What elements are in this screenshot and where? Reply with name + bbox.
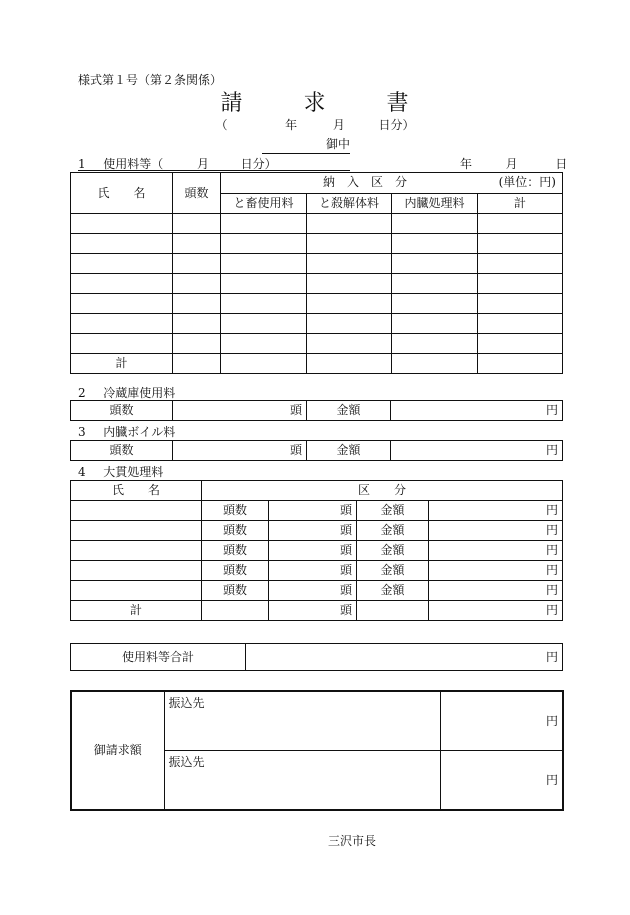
grand-total-label: 使用料等合計 (71, 644, 246, 671)
total-row (71, 354, 563, 374)
col-offal-processing: 内臓処理料 (392, 193, 478, 214)
document-title (0, 86, 630, 117)
col-name-header: 氏 名 (71, 173, 173, 214)
billing-amount-table (70, 690, 564, 811)
table-row (71, 274, 563, 294)
table-row (71, 234, 563, 254)
table-row: 頭数 頭 金額 円 (71, 561, 563, 581)
title-char-3: 書 (386, 91, 410, 116)
amount-label: 金額 (307, 441, 391, 461)
transfer-destination-1[interactable]: 振込先 (164, 691, 440, 751)
table-row: 頭数 頭 金額 円 (71, 501, 563, 521)
addressee[interactable]: 御中 (262, 135, 350, 154)
heads-label: 頭数 (71, 401, 173, 421)
col-dismantling: と殺解体料 (307, 193, 392, 214)
title-char-2: 求 (303, 91, 327, 116)
grand-total-value[interactable]: 円 (246, 644, 563, 671)
amount-value[interactable]: 円 (391, 441, 563, 461)
table-row (71, 314, 563, 334)
heads-value[interactable]: 頭 (173, 441, 307, 461)
heads-label: 頭数 (71, 441, 173, 461)
title-char-1: 請 (220, 91, 244, 116)
table-row: 頭数 頭 金額 円 (71, 541, 563, 561)
issuer-mayor: 三沢市長 (328, 834, 377, 848)
table-row: 頭数 頭 金額 円 (71, 581, 563, 601)
col-slaughter-use: と畜使用料 (221, 193, 307, 214)
table-row (71, 214, 563, 234)
form-number: 様式第１号（第２条関係） (78, 73, 223, 87)
transfer-destination-2[interactable]: 振込先 (164, 751, 440, 811)
offal-boil-fee-table (70, 440, 563, 461)
table-row: 頭数 頭 金額 円 (71, 521, 563, 541)
col-group-header: 納 入 区 分 (単位：円) (221, 173, 563, 194)
col-category-header: 区 分 (202, 481, 563, 501)
total-label: 計 (71, 354, 173, 374)
billing-period: （ 年 月 日分） (215, 118, 415, 132)
col-name-header: 氏 名 (71, 481, 202, 501)
section2-label: 2 冷蔵庫使用料 (78, 386, 176, 400)
section3-label: 3 内臓ボイル料 (78, 425, 176, 439)
usage-fee-table (70, 172, 563, 374)
heads-value[interactable]: 頭 (173, 401, 307, 421)
billing-amount-1[interactable]: 円 (440, 691, 563, 751)
section1-label: 1 使用料等（ 月 日分） (78, 157, 277, 171)
table-row (71, 294, 563, 314)
amount-label: 金額 (307, 401, 391, 421)
refrigerator-fee-table (70, 400, 563, 421)
billing-amount-2[interactable]: 円 (440, 751, 563, 811)
section1-underline (78, 170, 350, 171)
total-label: 計 (71, 601, 202, 621)
col-subtotal: 計 (478, 193, 563, 214)
col-heads-header: 頭数 (173, 173, 221, 214)
billing-amount-label: 御請求額 (71, 691, 164, 810)
table-row (71, 334, 563, 354)
total-row: 計 頭 円 (71, 601, 563, 621)
grand-total-table (70, 643, 563, 671)
table-row (71, 254, 563, 274)
large-processing-fee-table (70, 480, 563, 621)
section4-label: 4 大貫処理料 (78, 465, 164, 479)
issue-date: 年 月 日 (460, 157, 568, 171)
amount-value[interactable]: 円 (391, 401, 563, 421)
